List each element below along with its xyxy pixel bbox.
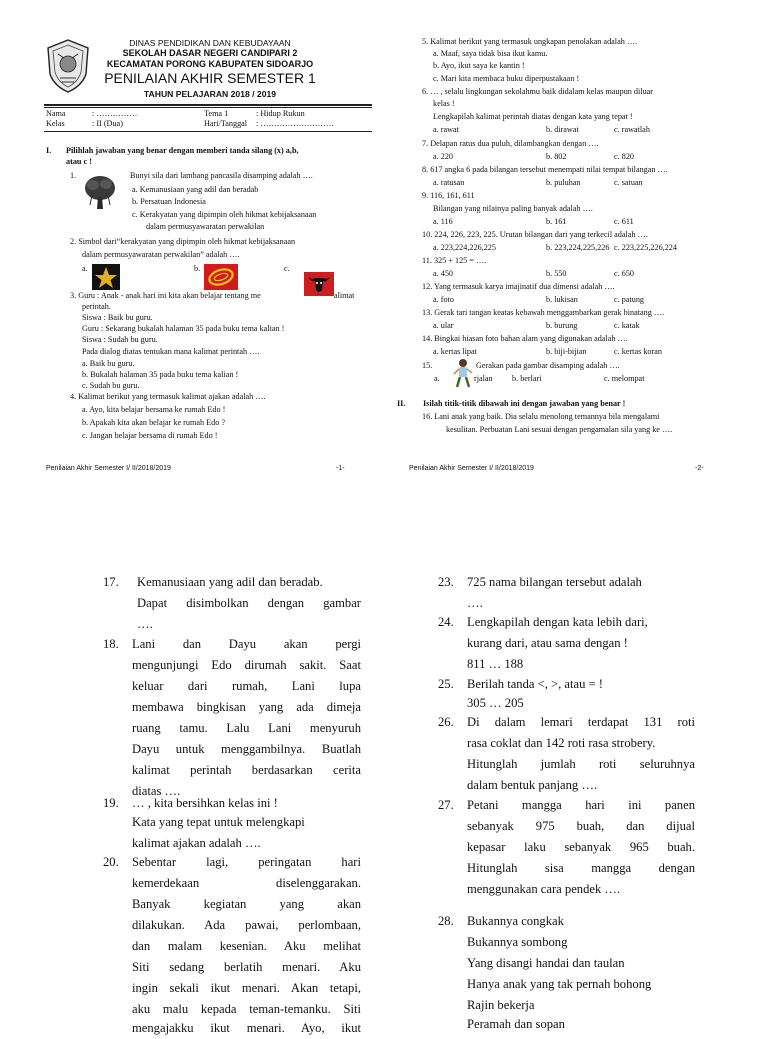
q15-option-c: c. melompat xyxy=(604,374,645,383)
section-2-instruction: Isilah titik-titik dibawah ini dengan jawaban yang benar ! xyxy=(423,399,626,408)
q6-option-b: b. dirawat xyxy=(546,125,579,134)
q4-text: 4. Kalimat berikut yang termasuk kalimat ajakan adalah …. xyxy=(70,392,266,401)
q19-line-2: Kata yang tepat untuk melengkapi xyxy=(132,815,305,829)
q27-line-4: Hitunglah sisa mangga dengan xyxy=(467,861,695,875)
q8-option-c: c. satuan xyxy=(614,178,643,187)
section-1-number: I. xyxy=(46,146,52,155)
q27-line-5: menggunakan cara pendek …. xyxy=(467,882,621,896)
q7-text: 7. Delapan ratus dua puluh, dilambangkan dengan …. xyxy=(422,139,599,148)
q20-line-2: kemerdekaan diselenggarakan. xyxy=(132,876,361,890)
q1-text: Bunyi sila dari lambang pancasila disamping adalah …. xyxy=(130,171,313,180)
q20-line-1: Sebentar lagi, peringatan hari xyxy=(132,855,361,869)
q1-number: 1. xyxy=(70,171,77,180)
header-school: SEKOLAH DASAR NEGERI CANDIPARI 2 xyxy=(122,48,298,58)
q13-option-b: b. burung xyxy=(546,321,578,330)
q24-line-1: Lengkapilah dengan kata lebih dari, xyxy=(467,615,648,629)
q3-text: 3. Guru : Anak - anak hari ini kita akan belajar tentang me xyxy=(70,291,261,300)
q3-option-b: b. Bukalah halaman 35 pada buku tema kalian ! xyxy=(82,370,239,379)
q25-line-1: Berilah tanda <, >, atau = ! xyxy=(467,677,604,691)
q9-question: Bilangan yang nilainya paling banyak adalah …. xyxy=(433,204,593,213)
footer-left-page: -1- xyxy=(336,465,345,472)
q20-line-9: mengajakku ikut menari. Ayo, ikut xyxy=(132,1021,361,1035)
q17-line-1: Kemanusiaan yang adil dan beradab. xyxy=(137,575,323,589)
q7-option-c: c. 820 xyxy=(614,152,635,161)
value-hari: : ……………………… xyxy=(256,119,335,128)
q4-option-b: b. Apakah kita akan belajar ke rumah Edo ? xyxy=(82,418,225,427)
q20-number: 20. xyxy=(103,855,119,869)
q24-number: 24. xyxy=(438,615,454,629)
q5-option-a: a. Maaf, saya tidak bisa ikut kamu. xyxy=(433,49,548,58)
q17-line-2: Dapat disimbolkan dengan gambar xyxy=(137,596,361,610)
q19-number: 19. xyxy=(103,796,119,810)
chain-icon xyxy=(204,264,238,290)
q10-option-c: c. 223,225,226,224 xyxy=(614,243,677,252)
label-tema: Tema 1 xyxy=(204,109,229,118)
q15-option-a-letter: a. xyxy=(434,374,440,383)
q20-line-6: Siti sedang berlatih menari. Aku xyxy=(132,960,361,974)
q23-line-1: 725 nama bilangan tersebut adalah xyxy=(467,575,642,589)
header-district: KECAMATAN PORONG KABUPATEN SIDOARJO xyxy=(106,59,314,69)
q9-option-b: b. 161 xyxy=(546,217,567,226)
regency-crest-icon xyxy=(44,38,92,94)
q4-option-c: c. Jangan belajar bersama di rumah Edo ! xyxy=(82,431,218,440)
q25-number: 25. xyxy=(438,677,454,691)
section-2-number: II. xyxy=(397,399,406,408)
q12-option-a: a. foto xyxy=(433,295,454,304)
q18-line-1: Lani dan Dayu akan pergi xyxy=(132,637,361,651)
q20-line-8: aku malu kepada teman-temanku. Siti xyxy=(132,1002,361,1016)
q23-line-2: …. xyxy=(467,596,483,610)
label-kelas: Kelas xyxy=(46,119,65,128)
q12-option-b: b. lukisan xyxy=(546,295,578,304)
info-rule xyxy=(44,131,372,132)
q11-option-c: c. 650 xyxy=(614,269,635,278)
child-walking-icon xyxy=(452,358,474,390)
value-nama: : …………… xyxy=(92,109,138,118)
q27-line-1: Petani mangga hari ini panen xyxy=(467,798,695,812)
q8-text: 8. 617 angka 6 pada bilangan tersebut menempati nilai tempat bilangan …. xyxy=(422,165,668,174)
q25-line-2: 305 … 205 xyxy=(467,696,524,710)
label-hari: Hari/Tanggal xyxy=(204,119,248,128)
q26-number: 26. xyxy=(438,715,454,729)
q16-text-cont: kesulitan. Perbuatan Lani sesuai dengan pengamalan sila yang ke …. xyxy=(446,425,673,434)
q3-option-a: a. Baik bu guru. xyxy=(82,359,135,368)
q18-line-4: membawa bingkisan yang ada dimeja xyxy=(132,700,361,714)
q15-number: 15. xyxy=(422,361,433,370)
chain-symbol xyxy=(204,264,238,290)
q12-text: 12. Yang termasuk karya imajinatif dua dimensi adalah …. xyxy=(422,282,615,291)
header-rule xyxy=(44,104,372,108)
q11-option-b: b. 550 xyxy=(546,269,567,278)
q1-option-b: b. Persatuan Indonesia xyxy=(132,197,206,206)
q19-line-3: kalimat ajakan adalah …. xyxy=(132,836,261,850)
q7-option-a: a. 220 xyxy=(433,152,454,161)
q26-line-4: dalam bentuk panjang …. xyxy=(467,778,598,792)
star-symbol xyxy=(92,264,120,290)
q28-line-4: Hanya anak yang tak pernah bohong xyxy=(467,977,652,991)
q24-line-3: 811 … 188 xyxy=(467,657,524,671)
q9-text: 9. 116, 161, 611 xyxy=(422,191,475,200)
q17-line-3: …. xyxy=(137,617,153,631)
footer-right-text: Penilaian Akhir Semester I/ II/2018/2019 xyxy=(409,465,534,472)
q7-option-b: b. 802 xyxy=(546,152,567,161)
q2-option-c-letter: c. xyxy=(284,264,290,273)
label-nama: Nama xyxy=(46,109,66,118)
q4-option-a: a. Ayo, kita belajar bersama ke rumah Edo ! xyxy=(82,405,226,414)
q6-text-cont: kelas ! xyxy=(433,99,455,108)
q3-line-3: Siswa : Baik bu guru. xyxy=(82,313,153,322)
q15-option-b: b. berlari xyxy=(512,374,542,383)
q6-instruction: Lengkapilah kalimat perintah diatas dengan kata yang tepat ! xyxy=(433,112,633,121)
q13-option-a: a. ular xyxy=(433,321,454,330)
bull-head-symbol xyxy=(304,272,334,296)
footer-left-text: Penilaian Akhir Semester I/ II/2018/2019 xyxy=(46,465,171,472)
q27-number: 27. xyxy=(438,798,454,812)
header-school-year: TAHUN PELAJARAN 2018 / 2019 xyxy=(143,89,277,99)
q28-line-5: Rajin bekerja xyxy=(467,998,535,1012)
q16-text: 16. Lani anak yang baik. Dia selalu menolong temannya bila mengalami xyxy=(422,412,660,421)
q2-option-a-letter: a. xyxy=(82,264,88,273)
q15-option-a: rjalan xyxy=(474,374,493,383)
q3-option-c: c. Sudah bu guru. xyxy=(82,381,140,390)
q18-line-6: Dayu untuk menggambilnya. Buatlah xyxy=(132,742,361,756)
q27-line-3: kepasar laku sebanyak 965 buah. xyxy=(467,840,695,854)
q12-option-c: c. patung xyxy=(614,295,645,304)
q20-line-4: dilakukan. Ada pawai, perlombaan, xyxy=(132,918,361,932)
q6-option-c: c. rawatlah xyxy=(614,125,650,134)
header-exam-title: PENILAIAN AKHIR SEMESTER 1 xyxy=(104,70,316,86)
value-tema: : Hidup Rukun xyxy=(256,109,305,118)
q8-option-a: a. ratusan xyxy=(433,178,465,187)
q3-line-2: perintah. xyxy=(82,302,111,311)
value-kelas: : II (Dua) xyxy=(92,119,123,128)
q23-number: 23. xyxy=(438,575,454,589)
q6-option-a: a. rawat xyxy=(433,125,459,134)
q14-option-a: a. kertas lipat xyxy=(433,347,477,356)
q28-line-3: Yang disangi handai dan taulan xyxy=(467,956,625,970)
q18-line-7: kalimat perintah berdasarkan cerita xyxy=(132,763,361,777)
q5-option-b: b. Ayo, ikut saya ke kantin ! xyxy=(433,61,525,70)
q26-line-3: Hitunglah jumlah roti seluruhnya xyxy=(467,757,695,771)
q13-text: 13. Gerak tari tangan keatas kebawah menggambarkan gerak binatang …. xyxy=(422,308,665,317)
bull-head-icon xyxy=(304,272,334,296)
q18-line-8: diatas …. xyxy=(132,784,181,798)
q14-text: 14. Bingkai hiasan foto bahan alam yang digunakan adalah …. xyxy=(422,334,628,343)
q9-option-a: a. 116 xyxy=(433,217,453,226)
q5-text: 5. Kalimat berikut yang termasuk ungkapan penolakan adalah …. xyxy=(422,37,638,46)
banyan-tree-icon xyxy=(84,175,116,211)
q18-number: 18. xyxy=(103,637,119,651)
q28-line-1: Bukannya congkak xyxy=(467,914,564,928)
q3-line-4: Guru : Sekarang bukalah halaman 35 pada buku tema kalian ! xyxy=(82,324,285,333)
q20-line-3: Banyak kegiatan yang akan xyxy=(132,897,361,911)
q24-line-2: kurang dari, atau sama dengan ! xyxy=(467,636,628,650)
q18-line-3: keluar dari rumah, Lani lupa xyxy=(132,679,361,693)
q28-line-2: Bukannya sombong xyxy=(467,935,568,949)
q2-text: 2. Simbol dari“kerakyatan yang dipimpin oleh hikmat kebijaksanaan xyxy=(70,237,296,246)
q10-option-b: b. 223,224,225,226 xyxy=(546,243,610,252)
q18-line-5: ruang tamu. Lalu Lani menyuruh xyxy=(132,721,361,735)
q26-line-1: Di dalam lemari terdapat 131 roti xyxy=(467,715,695,729)
q3-line-5: Siswa : Sudah bu guru. xyxy=(82,335,158,344)
q3-line-6: Pada dialog diatas tentukan mana kalimat perintah …. xyxy=(82,347,260,356)
q14-option-c: c. kertas koran xyxy=(614,347,662,356)
q2-option-b-letter: b. xyxy=(194,264,201,273)
q1-option-c-cont: dalam permusyawaratan perwakilan xyxy=(146,222,265,231)
q27-line-2: sebanyak 975 buah, dan dijual xyxy=(467,819,695,833)
q6-text: 6. … , selalu lingkungan sekolahmu baik didalam kelas maupun diluar xyxy=(422,87,654,96)
q3-text-end: alimat xyxy=(334,291,355,300)
q28-number: 28. xyxy=(438,914,454,928)
q20-line-7: ingin sekali ikut menari. Akan tetapi, xyxy=(132,981,361,995)
star-icon xyxy=(92,264,120,290)
q11-text: 11. 325 + 125 = …. xyxy=(422,256,487,265)
q5-option-c: c. Mari kita membaca buku diperpustakaan ! xyxy=(433,74,580,83)
q28-line-6: Peramah dan sopan xyxy=(467,1017,565,1031)
q2-text-cont: dalam permusyawaratan perwakilan” adalah …. xyxy=(82,250,240,259)
q8-option-b: b. puluhan xyxy=(546,178,581,187)
q10-option-a: a. 223,224,226,225 xyxy=(433,243,496,252)
q20-line-5: dan malam kesenian. Aku melihat xyxy=(132,939,361,953)
q9-option-c: c. 611 xyxy=(614,217,634,226)
header-dept: DINAS PENDIDIKAN DAN KEBUDAYAAN xyxy=(129,38,291,48)
footer-right-page: -2- xyxy=(695,465,704,472)
q15-text: Gerakan pada gambar disamping adalah …. xyxy=(476,361,620,370)
q13-option-c: c. katak xyxy=(614,321,640,330)
q1-option-c: c. Kerakyatan yang dipimpin oleh hikmat kebijaksanaan xyxy=(132,210,317,219)
section-1-instruction-cont: atau c ! xyxy=(66,157,92,166)
q19-line-1: … , kita bersihkan kelas ini ! xyxy=(132,796,278,810)
q1-option-a: a. Kemanusiaan yang adil dan beradab xyxy=(132,185,259,194)
section-1-instruction: Pilihlah jawaban yang benar dengan memberi tanda silang (x) a,b, xyxy=(66,146,299,155)
q14-option-b: b. biji-bijian xyxy=(546,347,587,356)
q17-number: 17. xyxy=(103,575,119,589)
q10-text: 10. 224, 226, 223, 225. Urutan bilangan dari yang terkecil adalah …. xyxy=(422,230,648,239)
q18-line-2: mengunjungi Edo dirumah sakit. Saat xyxy=(132,658,361,672)
q26-line-2: rasa coklat dan 142 roti rasa strobery. xyxy=(467,736,656,750)
q11-option-a: a. 450 xyxy=(433,269,454,278)
